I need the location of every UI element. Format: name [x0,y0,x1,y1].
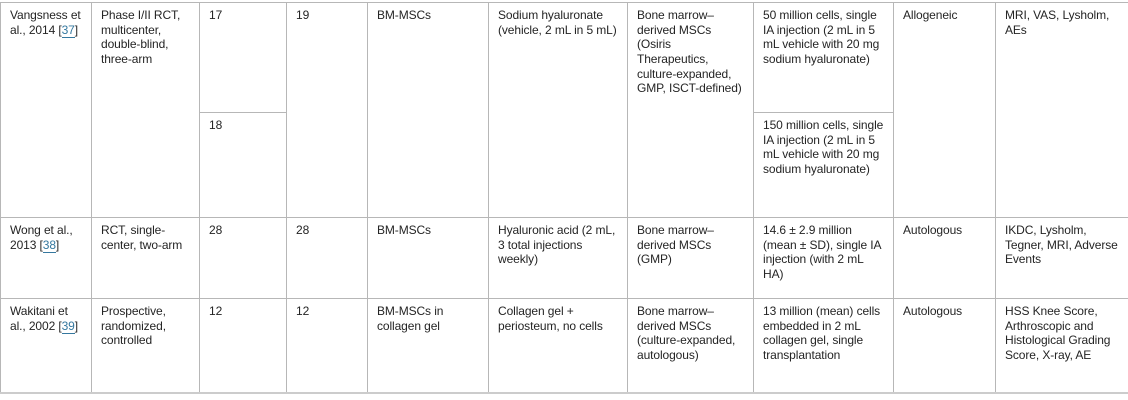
study-citation-bracket: ] [74,22,78,37]
table-row-vangsness-arm1 [1,3,1128,113]
outcomes-cell: IKDC, Lysholm, Tegner, MRI, Adverse Events [996,218,1128,299]
study-citation-bracket: ] [55,237,60,252]
reference-link-39[interactable]: 39 [61,318,75,333]
study-citation-text: Vangsness et al., 2014 [ [10,8,81,37]
dose-arm1-cell: 13 million (mean) cells embedded in 2 mL collagen gel, single transplantation [754,299,894,393]
table-row-wakitani [1,299,1128,393]
n-control-cell: 28 [287,218,368,299]
design-cell: Phase I/II RCT, multicenter, double-blind, three-arm [92,3,200,218]
cell-type-cell: BM-MSCs in collagen gel [368,299,489,393]
reference-link-37[interactable]: 37 [61,22,75,37]
clinical-studies-table [0,2,1128,394]
n-arm2-cell: 18 [200,113,287,218]
study-cell [1,3,92,218]
outcomes-cell: HSS Knee Score, Arthroscopic and Histological Grading Score, X-ray, AE [996,299,1128,393]
graft-type-cell: Autologous [894,218,996,299]
cell-type-cell: BM-MSCs [368,3,489,218]
cell-source-cell: Bone marrow–derived MSCs (GMP) [628,218,754,299]
n-control-cell: 12 [287,299,368,393]
study-cell [1,299,92,393]
graft-type-cell: Allogeneic [894,3,996,218]
n-arm1-cell: 12 [200,299,287,393]
n-arm1-cell: 17 [200,3,287,113]
study-citation-text: Wong et al., 2013 [ [10,223,73,252]
study-citation-bracket: ] [74,318,78,333]
table-row-wong [1,218,1128,299]
cell-source-cell: Bone marrow–derived MSCs (Osiris Therapeutics, culture-expanded, GMP, ISCT-defined) [628,3,754,218]
comparator-cell: Hyaluronic acid (2 mL, 3 total injections weekly) [489,218,628,299]
design-cell: Prospective, randomized, controlled [92,299,200,393]
dose-arm1-cell: 14.6 ± 2.9 million (mean ± SD), single IA injection (with 2 mL HA) [754,218,894,299]
study-cell [1,218,92,299]
design-cell: RCT, single-center, two-arm [92,218,200,299]
n-arm1-cell: 28 [200,218,287,299]
comparator-cell: Collagen gel + periosteum, no cells [489,299,628,393]
n-control-cell: 19 [287,3,368,218]
graft-type-cell: Autologous [894,299,996,393]
outcomes-cell: MRI, VAS, Lysholm, AEs [996,3,1128,218]
comparator-cell: Sodium hyaluronate (vehicle, 2 mL in 5 mL) [489,3,628,218]
cell-type-cell: BM-MSCs [368,218,489,299]
cell-source-cell: Bone marrow–derived MSCs (culture-expanded, autologous) [628,299,754,393]
study-citation-text: Wakitani et al., 2002 [ [10,304,68,333]
dose-arm2-cell: 150 million cells, single IA injection (2 mL in 5 mL vehicle with 20 mg sodium hyaluronate) [754,113,894,218]
dose-arm1-cell: 50 million cells, single IA injection (2 mL in 5 mL vehicle with 20 mg sodium hyaluronate) [754,3,894,113]
reference-link-38[interactable]: 38 [42,237,56,252]
